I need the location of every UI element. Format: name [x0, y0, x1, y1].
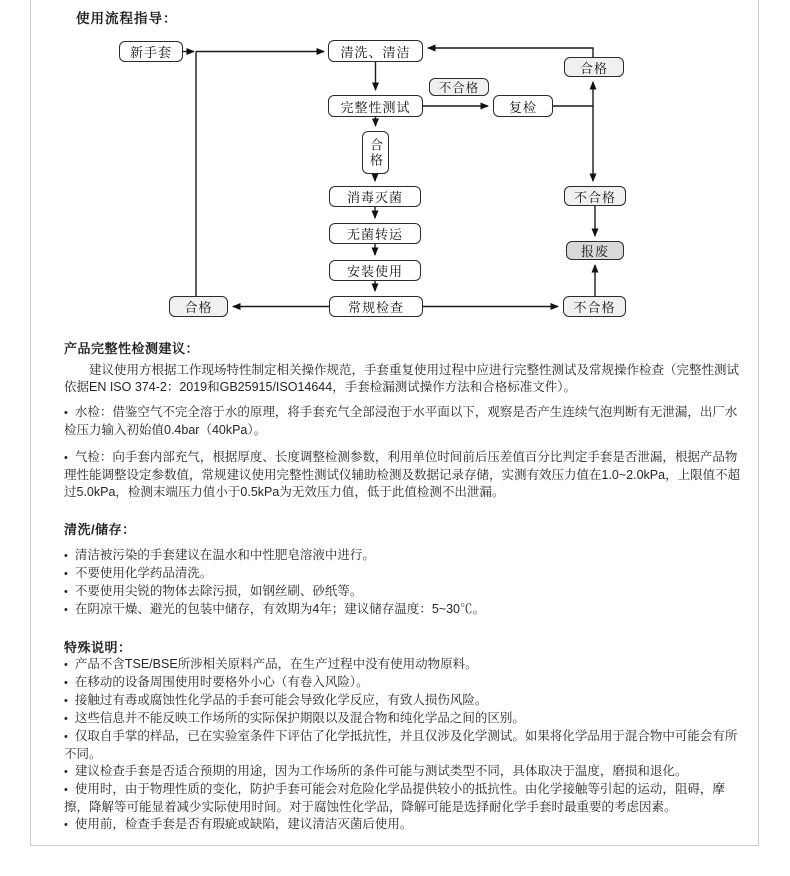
list-item-text: 在移动的设备周围使用时要格外小心（有卷入风险）。 [74, 675, 369, 689]
flow-node-new-glove: 新手套 [119, 41, 183, 62]
flow-node-pass-bottom: 合格 [169, 296, 228, 317]
bullet-icon: • [64, 659, 68, 671]
bullet-icon: • [64, 586, 68, 598]
list-item [64, 816, 742, 834]
list-item-text: 不要使用尖锐的物体去除污损，如钢丝刷、砂纸等。 [74, 584, 363, 598]
list-item-text: 产品不含TSE/BSE所涉相关原料产品，在生产过程中没有使用动物原料。 [74, 657, 478, 671]
flow-node-recheck: 复检 [493, 95, 553, 117]
integrity-intro-paragraph: 建议使用方根据工作现场特性制定相关操作规范，手套重复使用过程中应进行完整性测试及常规操作检查（完整性测试依据EN ISO 374-2：2019和GB25915/ISO14644，手套检漏测试操作方法和合格标准文件）。 [64, 363, 740, 394]
list-item-text: 接触过有毒或腐蚀性化学品的手套可能会导致化学反应，有致人损伤风险。 [74, 693, 488, 707]
bullet-icon: • [64, 407, 68, 419]
section-heading-special: 特殊说明： [64, 640, 132, 655]
bullet-icon: • [64, 568, 68, 580]
flow-node-routine-check: 常规检查 [329, 296, 423, 317]
list-item-text: 这些信息并不能反映工作场所的实际保护期限以及混合物和纯化学品之间的区别。 [74, 711, 525, 725]
list-item-text: 仅取自手掌的样品，已在实验室条件下评估了化学抵抗性，并且仅涉及化学测试。如果将化学品用于混合物中可能会有所不同。 [64, 729, 738, 761]
list-item [64, 583, 742, 601]
bullet-icon: • [64, 713, 68, 725]
bullet-icon: • [64, 819, 68, 831]
list-item [64, 656, 742, 674]
flow-node-wash-clean: 清洗、清洁 [328, 40, 423, 62]
usage-flowchart [31, 0, 758, 337]
bullet-icon: • [64, 766, 68, 778]
list-item-text: 使用前，检查手套是否有瑕疵或缺陷，建议清洁灭菌后使用。 [74, 817, 413, 831]
document-page [30, 0, 759, 846]
flow-node-scrap: 报废 [566, 241, 624, 260]
list-item-text: 不要使用化学药品清洗。 [74, 566, 213, 580]
document-text [31, 340, 758, 834]
bullet-icon: • [64, 677, 68, 689]
flow-node-install-use: 安装使用 [329, 260, 421, 281]
list-item-text: 水检：借鉴空气不完全溶于水的原理，将手套充气全部浸泡于水平面以下，观察是否产生连续气泡判断有无泄漏，出厂水检压力输入初始值0.4bar（40kPa）。 [64, 405, 738, 437]
flow-node-fail-tag: 不合格 [429, 78, 489, 96]
flow-node-fail-mid: 不合格 [564, 186, 626, 206]
list-item [64, 601, 742, 619]
list-item [64, 449, 742, 501]
list-item [64, 547, 742, 565]
flow-node-integrity-test: 完整性测试 [328, 95, 423, 117]
list-item-text: 在阴凉干燥、避光的包装中储存，有效期为4年；建议储存温度：5~30℃。 [74, 602, 485, 616]
flow-node-sterile-transfer: 无菌转运 [329, 223, 421, 244]
list-item [64, 404, 742, 439]
bullet-icon: • [64, 731, 68, 743]
list-item [64, 728, 742, 763]
flow-node-pass-top: 合格 [564, 57, 624, 77]
flow-node-pass-vertical: 合格 [362, 131, 389, 174]
bullet-icon: • [64, 550, 68, 562]
section-heading-integrity: 产品完整性检测建议： [64, 341, 200, 356]
list-item-text: 清洁被污染的手套建议在温水和中性肥皂溶液中进行。 [74, 548, 375, 562]
section-heading-cleaning: 清洗/储存： [64, 522, 136, 537]
bullet-icon: • [64, 784, 68, 796]
list-item [64, 710, 742, 728]
list-item-text: 使用时，由于物理性质的变化，防护手套可能会对危险化学品提供较小的抵抗性。由化学接触等引起的运动，阻碍，摩擦，降解等可能显着减少实际使用时间。对于腐蚀性化学品，降解可能是选择耐化学手套时最重要的考虑因素。 [64, 782, 725, 814]
bullet-icon: • [64, 604, 68, 616]
list-item-text: 气检：向手套内部充气，根据厚度、长度调整检测参数，利用单位时间前后压差值百分比判定手套是否泄漏，根据产品物理性能调整设定参数值，常规建议使用完整性测试仪辅助检测及数据记录存储，实测有效压力值在1.0~2.0kPa，上限值不超过5.0kPa，检测末端压力值小于0.5kPa为无效压力值，低于此值检测不出泄漏。 [64, 450, 741, 499]
list-item [64, 781, 742, 816]
list-item [64, 763, 742, 781]
flow-node-sterilize: 消毒灭菌 [329, 186, 421, 207]
list-item [64, 674, 742, 692]
page-title: 使用流程指导： [76, 11, 178, 26]
bullet-icon: • [64, 695, 68, 707]
flow-node-fail-bottom: 不合格 [563, 296, 626, 317]
list-item [64, 692, 742, 710]
list-item [64, 565, 742, 583]
list-item-text: 建议检查手套是否适合预期的用途，因为工作场所的条件可能与测试类型不同，具体取决于温度，磨损和退化。 [74, 764, 688, 778]
bullet-icon: • [64, 452, 68, 464]
